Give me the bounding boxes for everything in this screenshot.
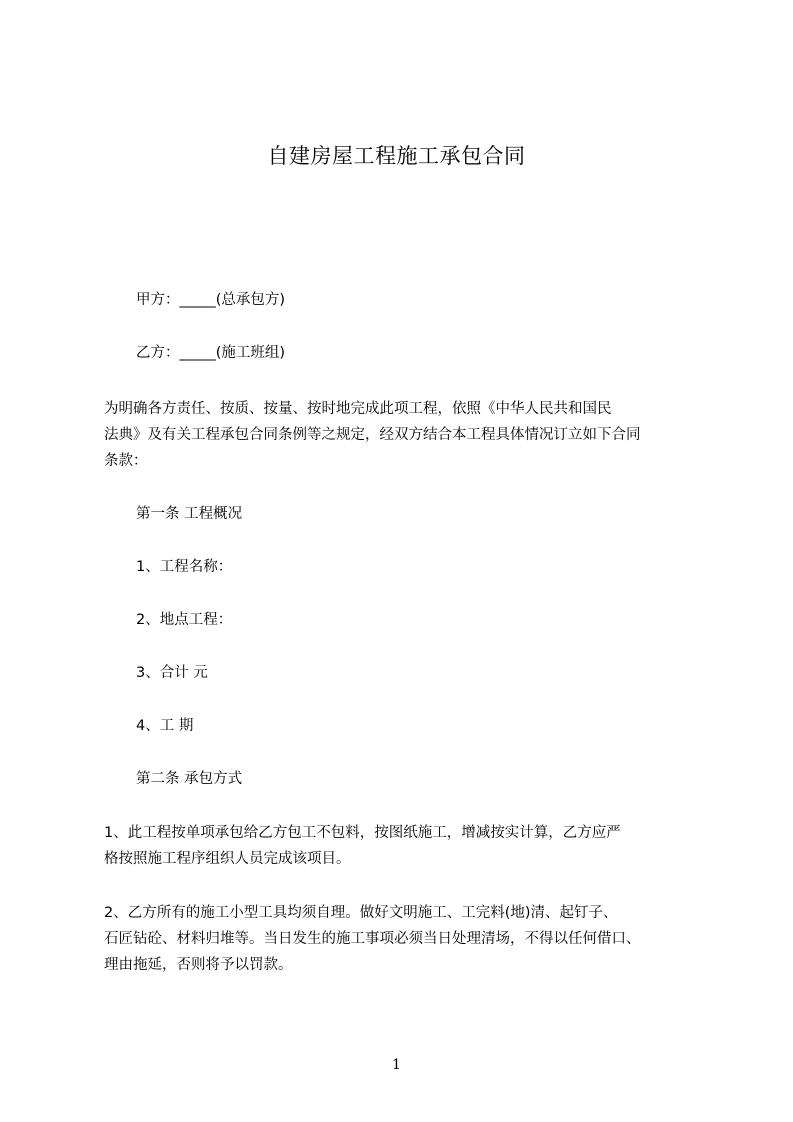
clause-2-paragraph (104, 900, 704, 978)
intro-line-1: 为明确各方责任、按质、按量、按时地完成此项工程，依照《中华人民共和国民 (104, 401, 612, 417)
clause-1-paragraph (104, 820, 704, 872)
clause-2-line-1: 2、乙方所有的施工小型工具均须自理。做好文明施工、工完料(地)清、起钉子、 (104, 905, 618, 921)
clause-2-line-3: 理由拖延，否则将予以罚款。 (104, 957, 293, 973)
party-b-line: 乙方：_____(施工班组) (136, 345, 286, 361)
contract-title: 自建房屋工程施工承包合同 (267, 144, 526, 168)
article-2-heading: 第二条 承包方式 (136, 771, 243, 787)
item-location: 2、地点工程： (136, 612, 233, 628)
clause-1-line-1: 1、此工程按单项承包给乙方包工不包料，按图纸施工，增减按实计算，乙方应严 (104, 825, 621, 841)
intro-line-2: 法典》及有关工程承包合同条例等之规定，经双方结合本工程具体情况订立如下合同 (104, 427, 641, 443)
item-duration: 4、工 期 (136, 718, 194, 734)
item-total: 3、合计 元 (136, 665, 208, 681)
intro-line-3: 条款： (104, 453, 148, 469)
page-number: 1 (392, 1057, 401, 1073)
item-project-name: 1、工程名称： (136, 559, 233, 575)
clause-1-line-2: 格按照施工程序组织人员完成该项目。 (104, 851, 351, 867)
clause-2-line-2: 石匠钻砼、材料归堆等。当日发生的施工事项必须当日处理清场，不得以任何借口、 (104, 931, 641, 947)
article-1-heading: 第一条 工程概况 (136, 506, 243, 522)
party-a-line: 甲方：_____(总承包方) (136, 292, 286, 308)
intro-paragraph (104, 396, 704, 474)
